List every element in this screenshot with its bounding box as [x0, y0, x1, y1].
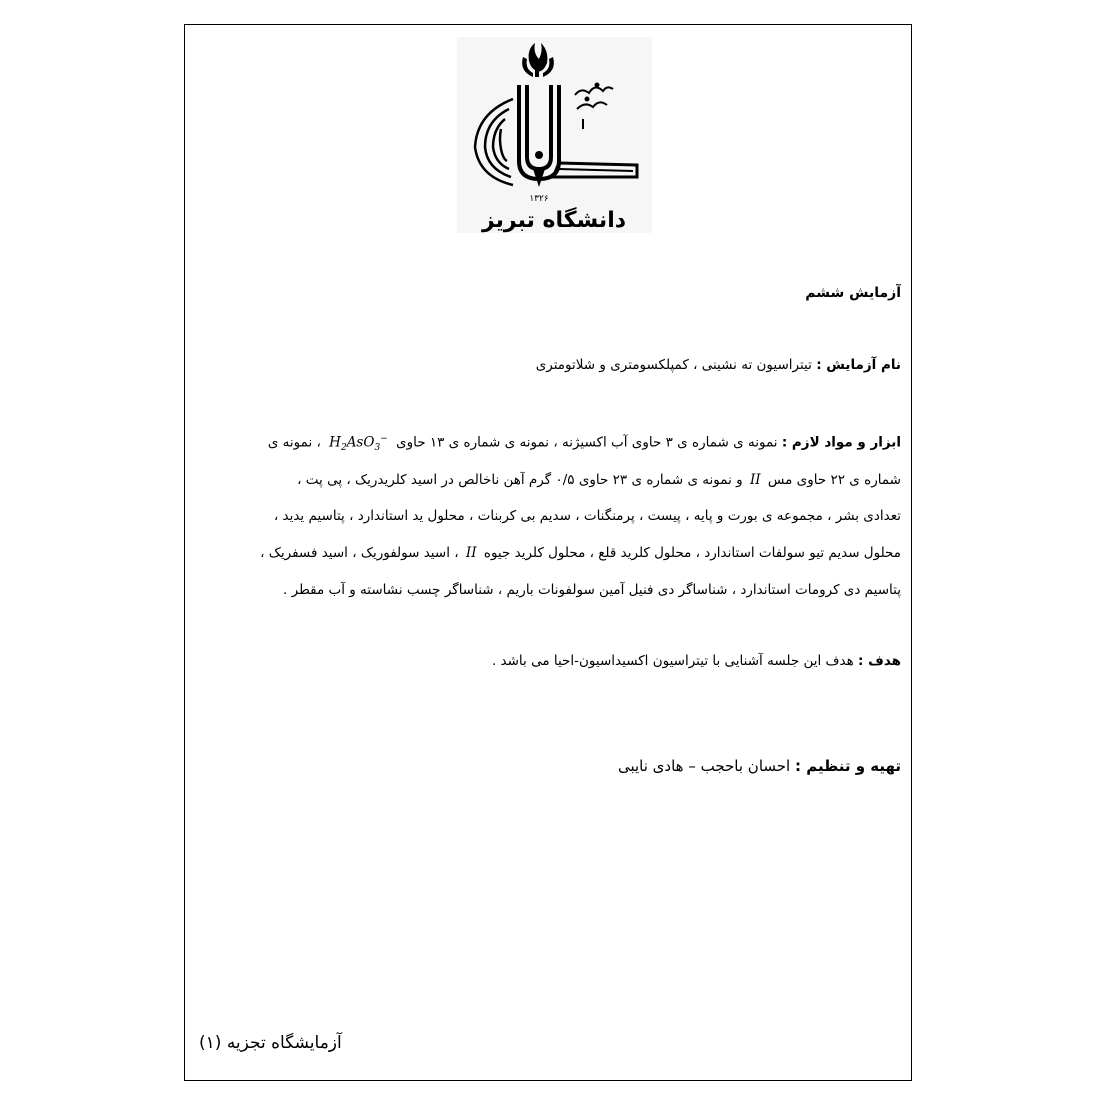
- materials-text-4a: محلول سدیم تیو سولفات استاندارد ، محلول کلرید قلع ، محلول کلرید جیوه: [483, 545, 901, 561]
- materials-line-4: [195, 543, 901, 563]
- materials-text-1b: ، نمونه ی: [267, 434, 321, 451]
- logo-university-name: دانشگاه تبریز: [481, 208, 627, 233]
- prepared-by-label: تهیه و تنظیم :: [795, 757, 901, 775]
- page-title: آزمایش ششم: [805, 285, 901, 301]
- prepared-by-value: احسان باحجب – هادی نایبی: [617, 757, 791, 775]
- materials-line-2: [195, 470, 901, 490]
- materials-text-2a: شماره ی ۲۲ حاوی مس: [767, 472, 901, 488]
- materials-text-4b: ، اسید سولفوریک ، اسید فسفریک ،: [260, 545, 459, 561]
- materials-text-1a: نمونه ی شماره ی ۳ حاوی آب اکسیژنه ، نمونه ی شماره ی ۱۳ حاوی: [396, 434, 778, 451]
- document-page: [184, 24, 912, 1081]
- goal-row: [195, 651, 901, 671]
- experiment-name-value: تیتراسیون ته نشینی ، کمپلکسومتری و شلاتومتری: [535, 357, 812, 373]
- materials-line-3: تعدادی بشر ، مجموعه ی بورت و پایه ، پیست ، پرمنگنات ، سدیم بی کربنات ، محلول ید استاندارد ، پتاسیم یدید ،: [273, 508, 901, 524]
- materials-text-2b: و نمونه ی شماره ی ۲۳ حاوی ۰/۵ گرم آهن ناخالص در اسید کلریدریک ، پی پت ،: [297, 472, 743, 488]
- materials-label: ابزار و مواد لازم :: [781, 434, 901, 451]
- university-logo: [457, 37, 652, 233]
- logo-year: ۱۳۲۶: [529, 194, 549, 204]
- prepared-by-row: [195, 756, 901, 776]
- university-of-tabriz-logo-icon: [457, 37, 652, 233]
- goal-label: هدف :: [858, 653, 901, 669]
- goal-value: هدف این جلسه آشنایی با تیتراسیون اکسیداسیون-احیا می باشد .: [491, 653, 854, 669]
- copper-oxidation-state: II: [749, 472, 761, 488]
- materials-line-1: [195, 429, 901, 458]
- experiment-name-label: نام آزمایش :: [816, 357, 901, 373]
- materials-line-5: پتاسیم دی کرومات استاندارد ، شناساگر دی فنیل آمین سولفونات باریم ، شناساگر چسب نشاسته و آب مقطر .: [283, 582, 901, 598]
- arsenite-formula: $H_2AsO_3^-$: [329, 434, 388, 454]
- experiment-name-row: [195, 355, 901, 375]
- page-footer: آزمایشگاه تجزیه (۱): [199, 1033, 342, 1053]
- mercury-oxidation-state: II: [465, 545, 477, 561]
